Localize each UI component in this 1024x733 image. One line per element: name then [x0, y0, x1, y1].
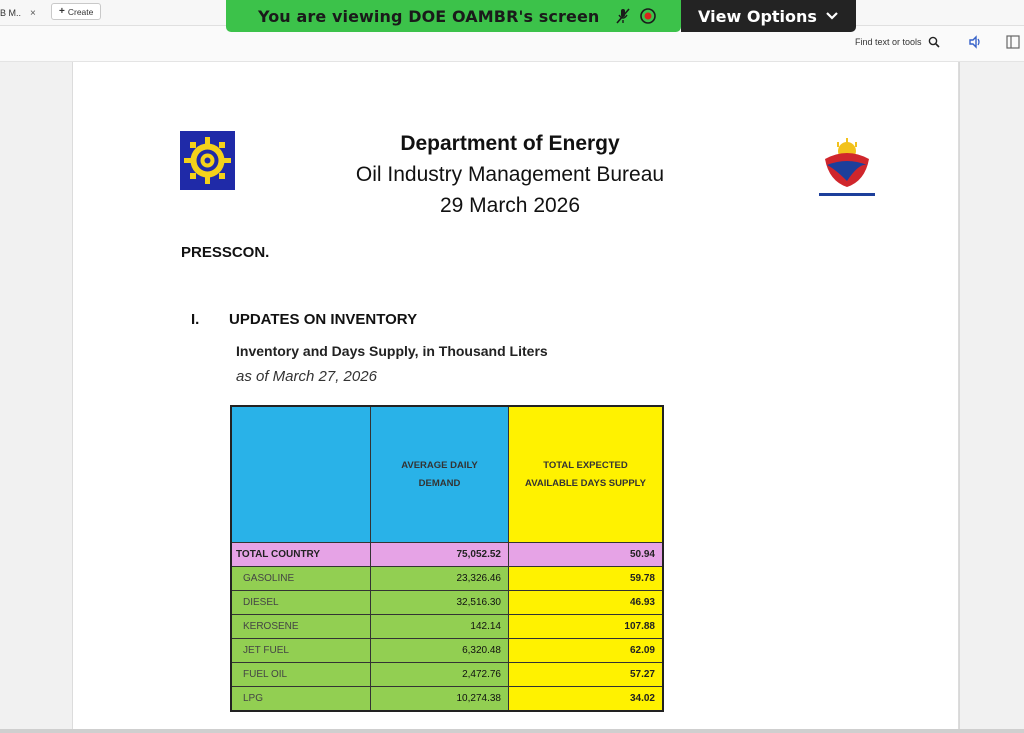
row-demand: 23,326.46 — [371, 567, 509, 590]
total-label: TOTAL COUNTRY — [232, 543, 371, 566]
create-button[interactable] — [51, 3, 101, 20]
plus-icon: + — [59, 6, 65, 17]
table-row-total — [232, 542, 662, 566]
row-label: GASOLINE — [232, 567, 371, 590]
row-label: FUEL OIL — [232, 663, 371, 686]
row-label: LPG — [232, 687, 371, 710]
total-days: 50.94 — [509, 543, 662, 566]
bureau-name: Oil Industry Management Bureau — [355, 163, 665, 186]
row-demand: 6,320.48 — [371, 639, 509, 662]
row-label: JET FUEL — [232, 639, 371, 662]
inventory-table — [230, 405, 664, 712]
header-category — [232, 407, 371, 542]
bagong-pilipinas-logo — [815, 135, 879, 205]
table-row — [232, 638, 662, 662]
row-label: DIESEL — [232, 591, 371, 614]
row-demand: 2,472.76 — [371, 663, 509, 686]
row-days: 57.27 — [509, 663, 662, 686]
row-days: 59.78 — [509, 567, 662, 590]
share-status-text: You are viewing DOE OAMBR's screen — [258, 6, 600, 26]
table-row — [232, 590, 662, 614]
doc-date: 29 March 2026 — [439, 194, 581, 217]
view-options-button[interactable] — [681, 0, 856, 32]
mic-off-icon[interactable] — [615, 7, 631, 25]
org-name: Department of Energy — [400, 132, 620, 155]
window-bottom-edge — [0, 729, 1024, 733]
tab-title[interactable]: B M.. — [0, 8, 22, 18]
search-icon — [928, 36, 940, 48]
header-average-daily-demand: AVERAGE DAILY DEMAND — [371, 407, 509, 542]
section-number: I. — [191, 311, 200, 328]
table-row — [232, 662, 662, 686]
row-days: 34.02 — [509, 687, 662, 710]
chevron-down-icon — [825, 11, 839, 21]
presscon-heading: PRESSCON. — [181, 244, 270, 261]
table-row — [232, 686, 662, 710]
as-of-date: as of March 27, 2026 — [236, 368, 377, 385]
record-icon[interactable] — [639, 7, 657, 25]
create-button-label: Create — [67, 6, 94, 17]
row-label: KEROSENE — [232, 615, 371, 638]
row-demand: 10,274.38 — [371, 687, 509, 710]
row-days: 107.88 — [509, 615, 662, 638]
read-aloud-icon[interactable] — [967, 34, 983, 50]
row-demand: 32,516.30 — [371, 591, 509, 614]
screen-share-banner — [226, 0, 681, 32]
doe-logo — [180, 131, 235, 190]
header-total-expected-days-supply: TOTAL EXPECTED AVAILABLE DAYS SUPPLY — [509, 407, 662, 542]
table-header — [232, 407, 662, 542]
row-demand: 142.14 — [371, 615, 509, 638]
panel-icon[interactable] — [1006, 34, 1020, 50]
row-days: 46.93 — [509, 591, 662, 614]
section-title: UPDATES ON INVENTORY — [229, 311, 418, 328]
find-text-or-tools[interactable] — [855, 36, 940, 48]
view-options-label: View Options — [698, 6, 817, 26]
table-row — [232, 566, 662, 590]
find-text-label: Find text or tools — [855, 37, 922, 47]
total-demand: 75,052.52 — [371, 543, 509, 566]
row-days: 62.09 — [509, 639, 662, 662]
tab-close-button[interactable]: × — [30, 7, 36, 19]
table-row — [232, 614, 662, 638]
scroll-divider — [959, 62, 960, 733]
table-title: Inventory and Days Supply, in Thousand Liters — [236, 343, 548, 359]
